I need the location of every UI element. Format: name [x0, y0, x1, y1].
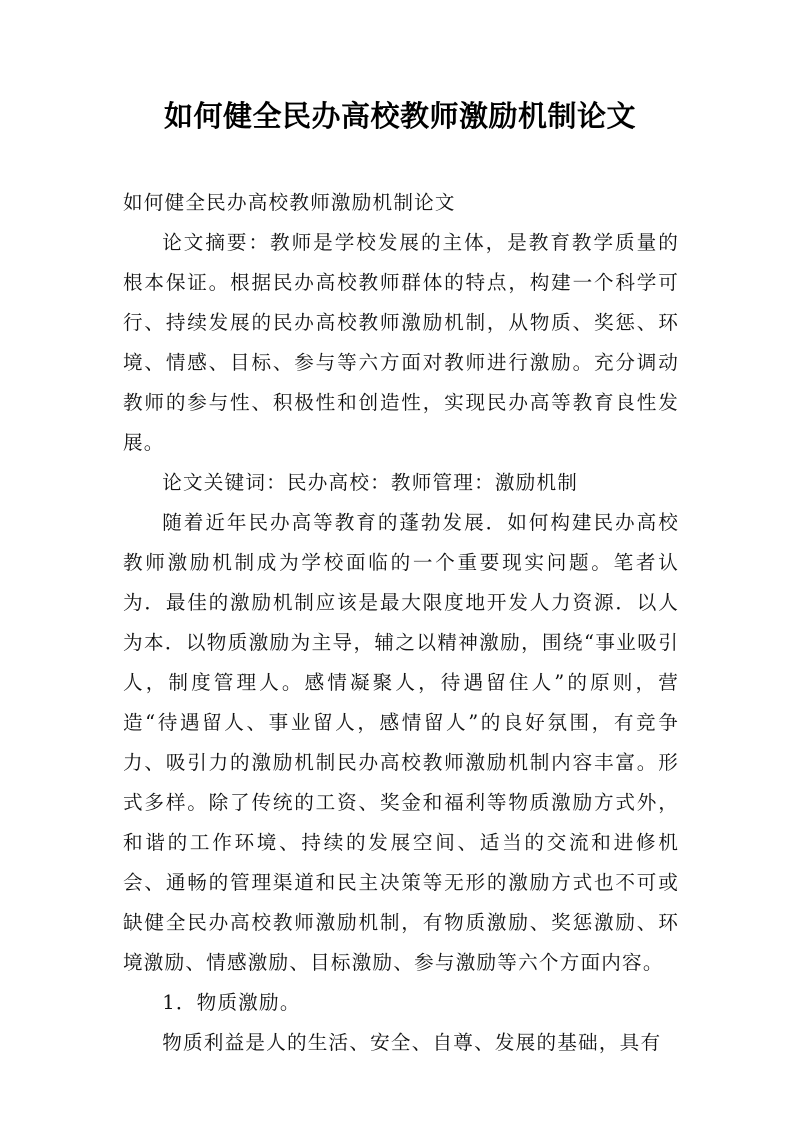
- abstract-paragraph: 论文摘要：教师是学校发展的主体，是教育教学质量的根本保证。根据民办高校教师群体的特点，构建一个科学可行、持续发展的民办高校教师激励机制，从物质、奖惩、环境、情感、目标、参与等六方面对教师进行激励。充分调动教师的参与性、积极性和创造性，实现民办高等教育良性发展。: [123, 231, 679, 454]
- keywords-paragraph: 论文关键词：民办高校：教师管理：激励机制: [162, 471, 579, 494]
- document-body: [123, 183, 679, 1063]
- intro-paragraph: 随着近年民办高等教育的蓬勃发展．如何构建民办高校教师激励机制成为学校面临的一个重要现实问题。笔者认为．最佳的激励机制应该是最大限度地开发人力资源．以人为本．以物质激励为主导，辅之以精神激励，围绕“事业吸引人，制度管理人。感情凝聚人，待遇留住人”的原则，营造“待遇留人、事业留人，感情留人”的良好氛围，有竞争力、吸引力的激励机制民办高校教师激励机制内容丰富。形式多样。除了传统的工资、奖金和福利等物质激励方式外，和谐的工作环境、持续的发展空间、适当的交流和进修机会、通畅的管理渠道和民主决策等无形的激励方式也不可或缺健全民办高校教师激励机制，有物质激励、奖惩激励、环境激励、情感激励、目标激励、参与激励等六个方面内容。: [123, 511, 679, 974]
- section-paragraph: 物质利益是人的生活、安全、自尊、发展的基础，具有: [162, 1031, 662, 1054]
- document-title: 如何健全民办高校教师激励机制论文: [163, 99, 636, 133]
- section-heading: 1．物质激励。: [162, 991, 301, 1014]
- document-subtitle: 如何健全民办高校教师激励机制论文: [123, 191, 456, 214]
